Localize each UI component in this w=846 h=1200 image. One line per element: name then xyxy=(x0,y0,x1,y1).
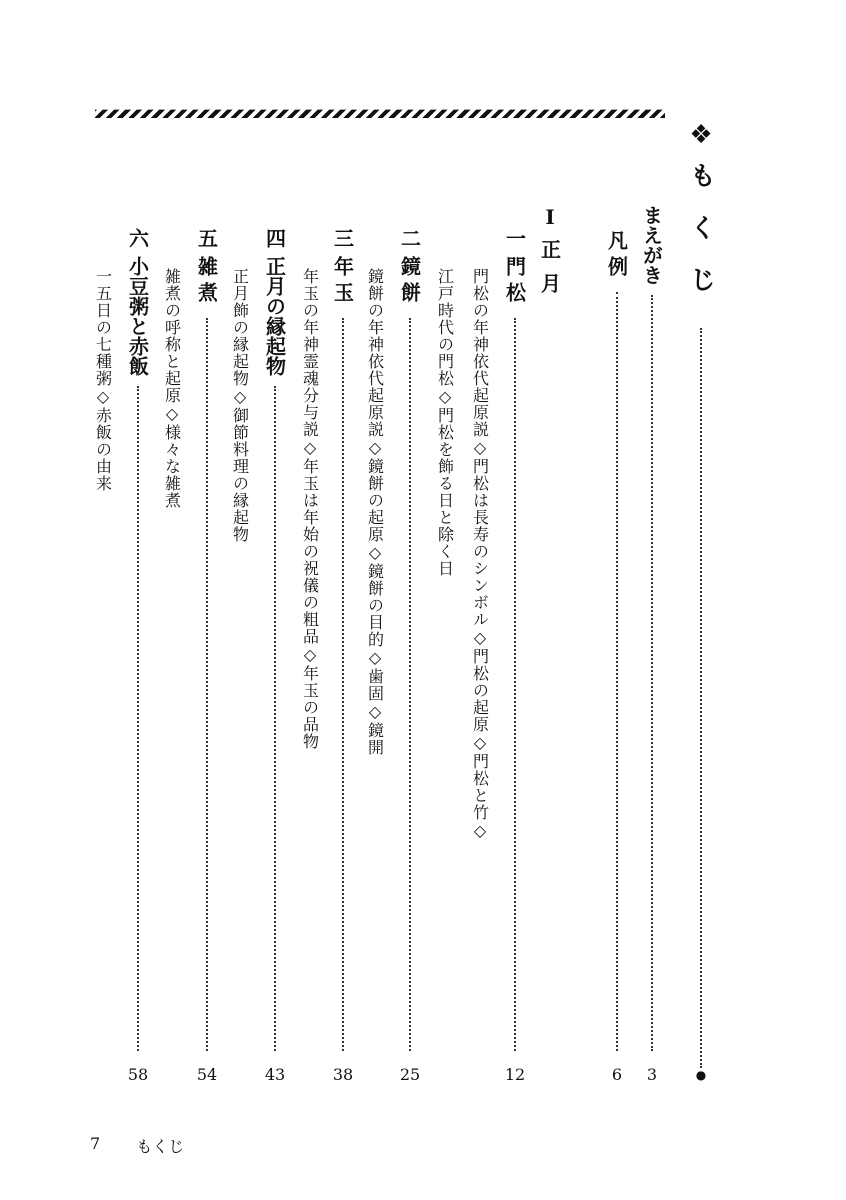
page-number: 38 xyxy=(332,1065,354,1084)
entry-title: まえがき xyxy=(639,205,664,285)
subtopic-text: 正月飾の縁起物◇御節料理の縁起物 xyxy=(230,268,250,543)
chapter-number: 四 xyxy=(262,228,287,248)
leader-dots xyxy=(206,318,208,1051)
toc-entry[interactable] xyxy=(194,228,220,1085)
page-number: 12 xyxy=(504,1065,526,1084)
leader-dots xyxy=(700,328,702,1068)
page-number: 58 xyxy=(127,1065,149,1084)
entry-title: 鏡餅 xyxy=(397,256,422,308)
subtopic-text: 年玉の年神霊魂分与説◇年玉は年始の祝儀の粗品◇年玉の品物 xyxy=(300,268,320,750)
part-heading xyxy=(537,205,563,325)
entry-subtopics xyxy=(227,268,253,543)
chapter-number: 六 xyxy=(125,228,150,248)
leader-end-dot: ● xyxy=(695,1068,707,1082)
subtopic-text: 江戸時代の門松◇門松を飾る日と除く日 xyxy=(435,268,455,577)
running-title: もくじ xyxy=(136,1137,185,1156)
entry-subtopics xyxy=(159,268,185,509)
toc-entry[interactable] xyxy=(397,228,423,1085)
page-number: 3 xyxy=(646,1065,658,1084)
toc-entry[interactable] xyxy=(639,205,665,1085)
leader-dots xyxy=(137,386,139,1051)
page-number: 54 xyxy=(196,1065,218,1084)
decorative-border xyxy=(95,106,665,118)
page-footer xyxy=(90,1134,184,1157)
toc-entry[interactable] xyxy=(604,230,630,1085)
leader-dots xyxy=(651,295,653,1051)
entry-subtopics xyxy=(90,268,116,492)
entry-title: 年玉 xyxy=(330,256,355,308)
leader-dots xyxy=(274,386,276,1051)
entry-title: 門松 xyxy=(502,256,527,308)
toc-entry[interactable] xyxy=(125,228,151,1085)
page-number: 25 xyxy=(399,1065,421,1084)
part-number: I xyxy=(545,205,555,229)
entry-title: 小豆粥と赤飯 xyxy=(125,256,150,376)
part-title: 正月 xyxy=(537,239,562,307)
subtopic-text: 雑煮の呼称と起原◇様々な雑煮 xyxy=(162,268,182,509)
entry-title: 正月の縁起物 xyxy=(262,256,287,376)
diamond-mark-icon: ❖ xyxy=(689,120,713,150)
leader-dots xyxy=(616,292,618,1051)
leader-dots xyxy=(342,318,344,1051)
page-title: もくじ xyxy=(685,162,716,318)
toc-entry[interactable] xyxy=(262,228,288,1085)
leader-dots xyxy=(514,318,516,1051)
toc-heading xyxy=(685,120,716,1082)
page-number: 6 xyxy=(611,1065,623,1084)
entry-subtopics xyxy=(362,268,388,756)
leader-dots xyxy=(409,318,411,1051)
toc-entry[interactable] xyxy=(502,228,528,1085)
subtopic-text: 一五日の七種粥◇赤飯の由来 xyxy=(93,268,113,492)
entry-title: 雑煮 xyxy=(194,256,219,308)
entry-title: 凡例 xyxy=(604,230,629,282)
subtopic-text: 鏡餅の年神依代起原説◇鏡餅の起原◇鏡餅の目的◇歯固◇鏡開 xyxy=(365,268,385,756)
entry-subtopics xyxy=(432,268,458,577)
chapter-number: 三 xyxy=(330,228,355,248)
subtopic-text: 門松の年神依代起原説◇門松は長寿のシンボル◇門松の起原◇門松と竹◇ xyxy=(470,268,490,841)
toc-entry[interactable] xyxy=(330,228,356,1085)
entry-subtopics xyxy=(467,268,493,841)
chapter-number: 五 xyxy=(194,228,219,248)
chapter-number: 一 xyxy=(502,228,527,248)
chapter-number: 二 xyxy=(397,228,422,248)
entry-subtopics xyxy=(297,268,323,750)
page-number: 43 xyxy=(264,1065,286,1084)
folio-number: 7 xyxy=(90,1134,101,1153)
